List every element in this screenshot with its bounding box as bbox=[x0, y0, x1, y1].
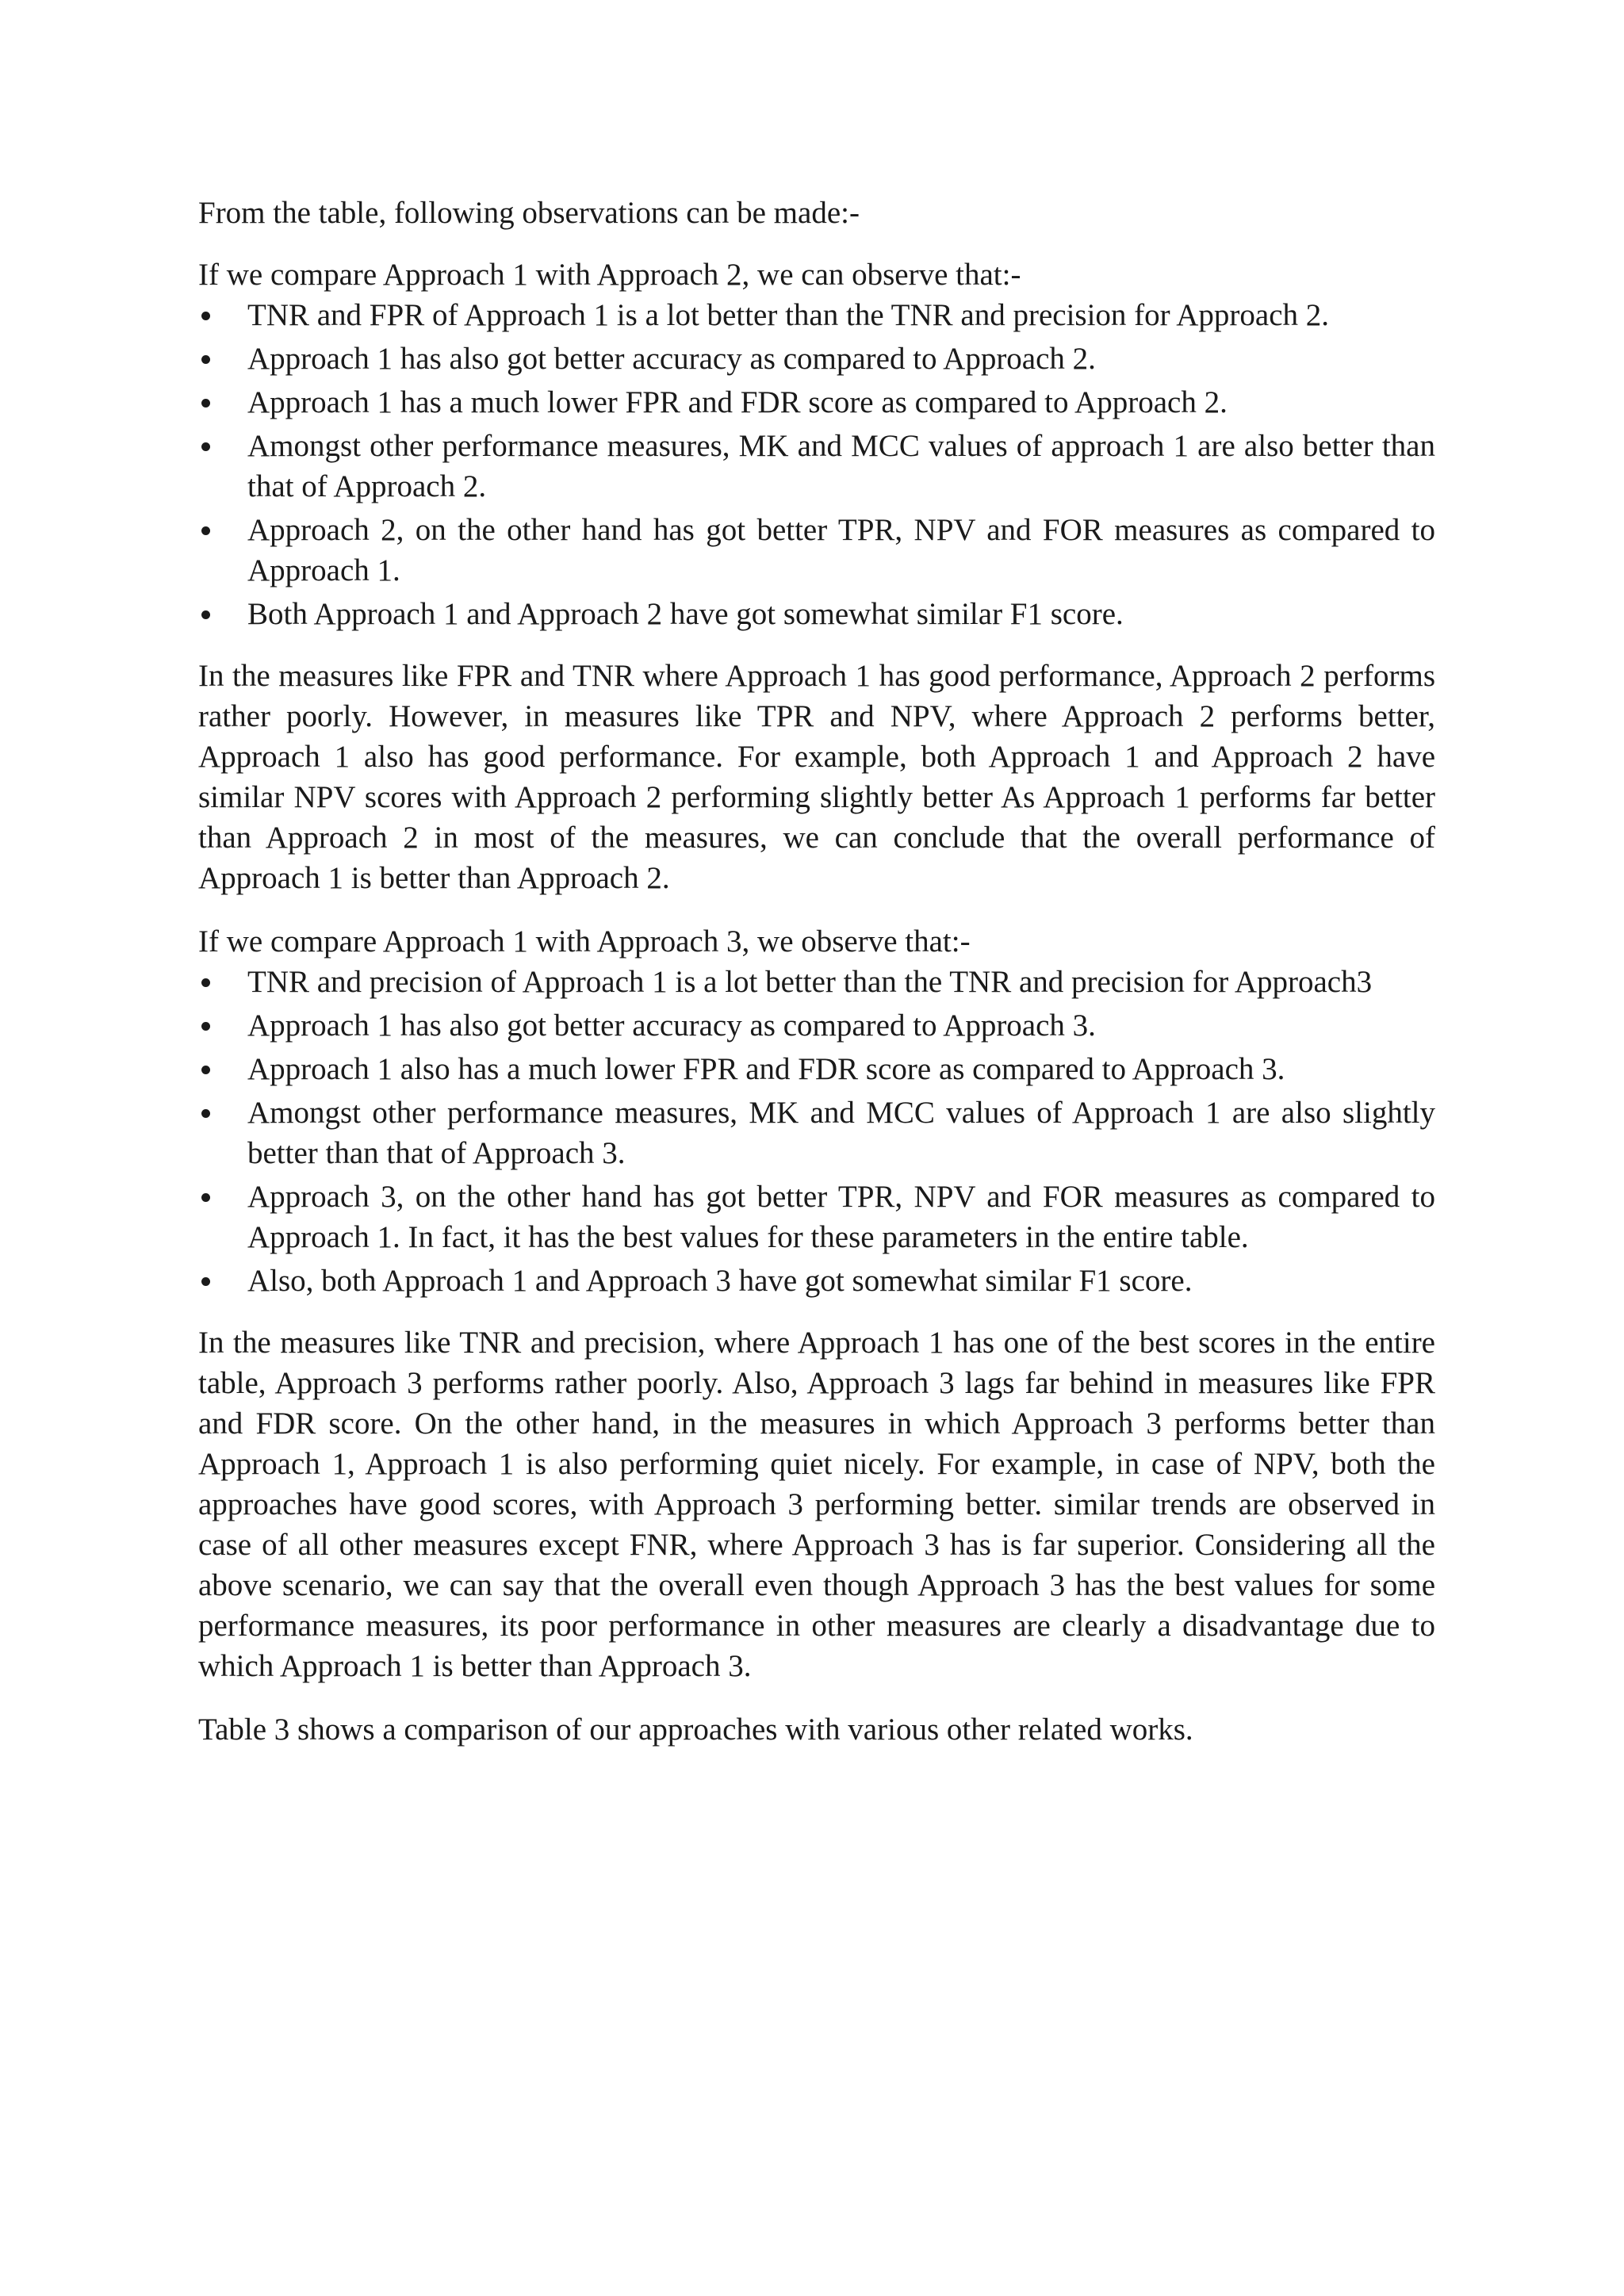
list-item bbox=[198, 1177, 1435, 1257]
bullet-icon bbox=[201, 978, 210, 987]
list-item-text: Approach 3, on the other hand has got better TPR, NPV and FOR measures as compared to Approach 1. In fact, it has the best values for these parameters in the entire table. bbox=[247, 1180, 1435, 1254]
bullet-icon bbox=[201, 526, 210, 535]
list-item bbox=[198, 382, 1435, 423]
list-item bbox=[198, 594, 1435, 634]
document-page bbox=[198, 193, 1435, 1750]
list-item-text: Approach 1 also has a much lower FPR and FDR score as compared to Approach 3. bbox=[247, 1052, 1285, 1086]
bullet-icon bbox=[201, 442, 210, 451]
list-item-text: TNR and precision of Approach 1 is a lot better than the TNR and precision for Approach3 bbox=[247, 965, 1373, 999]
list-item bbox=[198, 1261, 1435, 1301]
bullet-icon bbox=[201, 399, 210, 408]
list-item bbox=[198, 962, 1435, 1002]
bullet-icon bbox=[201, 610, 210, 619]
list-item bbox=[198, 339, 1435, 379]
bullet-icon bbox=[201, 355, 210, 364]
list-item-text: Also, both Approach 1 and Approach 3 have got somewhat similar F1 score. bbox=[247, 1264, 1193, 1298]
list-item bbox=[198, 1005, 1435, 1046]
list-item-text: Amongst other performance measures, MK and MCC values of approach 1 are also better than that of Approach 2. bbox=[247, 429, 1435, 503]
list-item bbox=[198, 295, 1435, 335]
list-item-text: TNR and FPR of Approach 1 is a lot better than the TNR and precision for Approach 2. bbox=[247, 298, 1330, 332]
list-item-text: Approach 1 has also got better accuracy as compared to Approach 2. bbox=[247, 342, 1096, 376]
comparison-1-3-list bbox=[198, 962, 1435, 1301]
bullet-icon bbox=[201, 1066, 210, 1074]
closing-paragraph: Table 3 shows a comparison of our approaches with various other related works. bbox=[198, 1712, 1193, 1747]
list-item bbox=[198, 1093, 1435, 1173]
bullet-icon bbox=[201, 1109, 210, 1118]
list-item-text: Approach 1 has also got better accuracy as compared to Approach 3. bbox=[247, 1008, 1096, 1043]
list-item-text: Both Approach 1 and Approach 2 have got somewhat similar F1 score. bbox=[247, 597, 1124, 631]
list-item-text: Approach 1 has a much lower FPR and FDR score as compared to Approach 2. bbox=[247, 385, 1228, 419]
comparison-1-3-summary: In the measures like TNR and precision, where Approach 1 has one of the best scores in the entire table, Approach 3 performs rather poorly. Also, Approach 3 lags far behind in measures like FPR and FDR score. On the other hand, in the measures in which Approach 3 performs better than Approach 1, Approach 1 is also performing quiet nicely. For example, in case of NPV, both the approaches have good scores, with Approach 3 performing better. similar trends are observed in case of all other measures except FNR, where Approach 3 has is far superior. Considering all the above scenario, we can say that the overall even though Approach 3 has the best values for some performance measures, its poor performance in other measures are clearly a disadvantage due to which Approach 1 is better than Approach 3. bbox=[198, 1326, 1435, 1683]
list-item-text: Approach 2, on the other hand has got better TPR, NPV and FOR measures as compared to Approach 1. bbox=[247, 513, 1435, 587]
comparison-1-3-lead: If we compare Approach 1 with Approach 3, we observe that:- bbox=[198, 924, 971, 959]
list-item bbox=[198, 510, 1435, 591]
comparison-1-2-lead: If we compare Approach 1 with Approach 2, we can observe that:- bbox=[198, 258, 1021, 292]
bullet-icon bbox=[201, 1193, 210, 1202]
list-item bbox=[198, 426, 1435, 507]
list-item bbox=[198, 1049, 1435, 1089]
comparison-1-2-summary: In the measures like FPR and TNR where Approach 1 has good performance, Approach 2 performs rather poorly. However, in measures like TPR and NPV, where Approach 2 performs better, Approach 1 also has good performance. For example, both Approach 1 and Approach 2 have similar NPV scores with Approach 2 performing slightly better As Approach 1 performs far better than Approach 2 in most of the measures, we can conclude that the overall performance of Approach 1 is better than Approach 2. bbox=[198, 659, 1435, 895]
bullet-icon bbox=[201, 312, 210, 320]
bullet-icon bbox=[201, 1022, 210, 1031]
bullet-icon bbox=[201, 1277, 210, 1286]
list-item-text: Amongst other performance measures, MK and MCC values of Approach 1 are also slightly better than that of Approach 3. bbox=[247, 1096, 1435, 1170]
comparison-1-2-list bbox=[198, 295, 1435, 634]
intro-paragraph: From the table, following observations can be made:- bbox=[198, 196, 860, 230]
